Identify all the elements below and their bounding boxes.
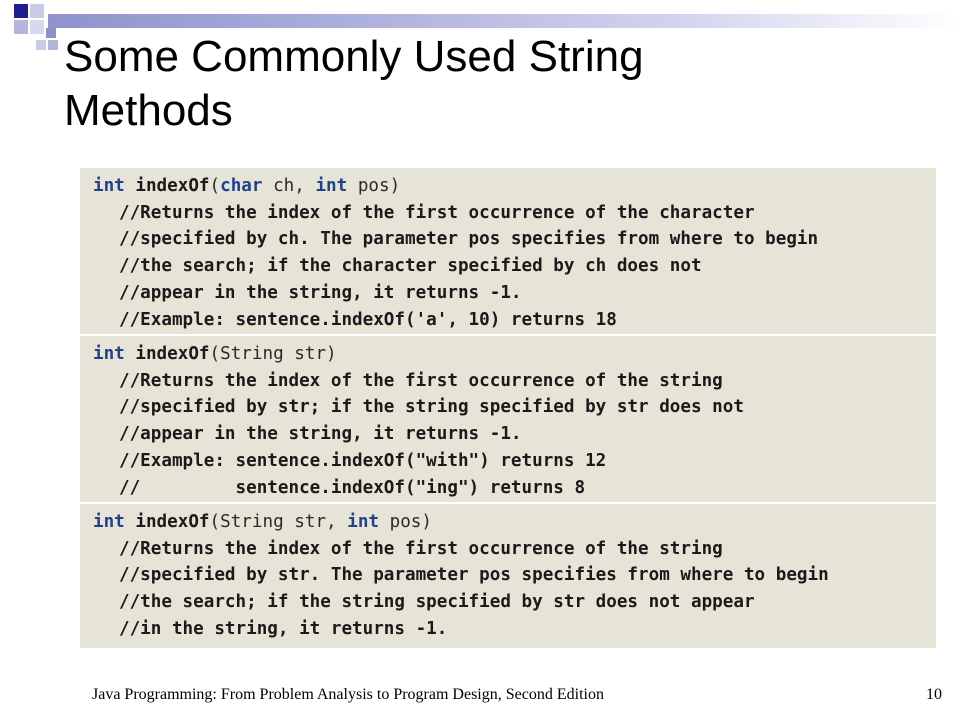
decor-square	[30, 4, 44, 18]
page-number: 10	[926, 686, 942, 703]
method-params: (String str)	[209, 344, 337, 364]
param-type-keyword: char	[220, 176, 263, 196]
method-params: (String str, int pos)	[209, 512, 432, 532]
header-gradient-bar	[48, 14, 960, 28]
method-comment: //Returns the index of the first occurrence of the character	[119, 202, 755, 223]
param-type-keyword: int	[347, 512, 380, 532]
return-type: int	[93, 512, 125, 532]
decor-square	[46, 28, 56, 38]
method-row	[80, 334, 936, 502]
method-comment: //appear in the string, it returns -1.	[119, 424, 522, 445]
slide-footer: Java Programming: From Problem Analysis to Program Design, Second Edition	[92, 686, 604, 703]
slide-title-line-1: Some Commonly Used String	[64, 32, 644, 81]
method-table	[80, 168, 936, 648]
method-comment: //specified by ch. The parameter pos specifies from where to begin	[119, 229, 819, 250]
method-name: indexOf	[135, 512, 210, 532]
method-signature	[93, 509, 936, 536]
slide-title-line-2: Methods	[64, 86, 233, 135]
method-comment: //Returns the index of the first occurrence of the string	[119, 538, 723, 559]
method-name: indexOf	[135, 344, 210, 364]
method-params: (char ch, int pos)	[209, 176, 401, 196]
method-comment: //Example: sentence.indexOf('a', 10) returns 18	[119, 309, 617, 330]
method-comment: //specified by str; if the string specified by str does not	[119, 397, 744, 418]
decor-square	[48, 40, 58, 50]
method-comment: //in the string, it returns -1.	[119, 618, 448, 639]
method-comment: //the search; if the character specified by ch does not	[119, 256, 702, 277]
method-comment: //Example: sentence.indexOf("with") returns 12	[119, 450, 607, 471]
method-name: indexOf	[135, 176, 210, 196]
method-row	[80, 502, 936, 648]
method-comment: //appear in the string, it returns -1.	[119, 282, 522, 303]
method-comment: // sentence.indexOf("ing") returns 8	[119, 477, 586, 498]
method-row	[80, 168, 936, 334]
return-type: int	[93, 344, 125, 364]
slide-title	[64, 30, 924, 138]
method-signature	[93, 341, 936, 368]
decor-square	[14, 4, 28, 18]
decor-square	[14, 20, 28, 34]
decor-square	[30, 20, 44, 34]
decor-square	[36, 40, 46, 50]
return-type: int	[93, 176, 125, 196]
method-comment: //specified by str. The parameter pos specifies from where to begin	[119, 565, 829, 586]
method-signature	[93, 173, 936, 200]
method-comment: //the search; if the string specified by str does not appear	[119, 592, 755, 613]
method-comment: //Returns the index of the first occurrence of the string	[119, 370, 723, 391]
param-type-keyword: int	[315, 176, 348, 196]
